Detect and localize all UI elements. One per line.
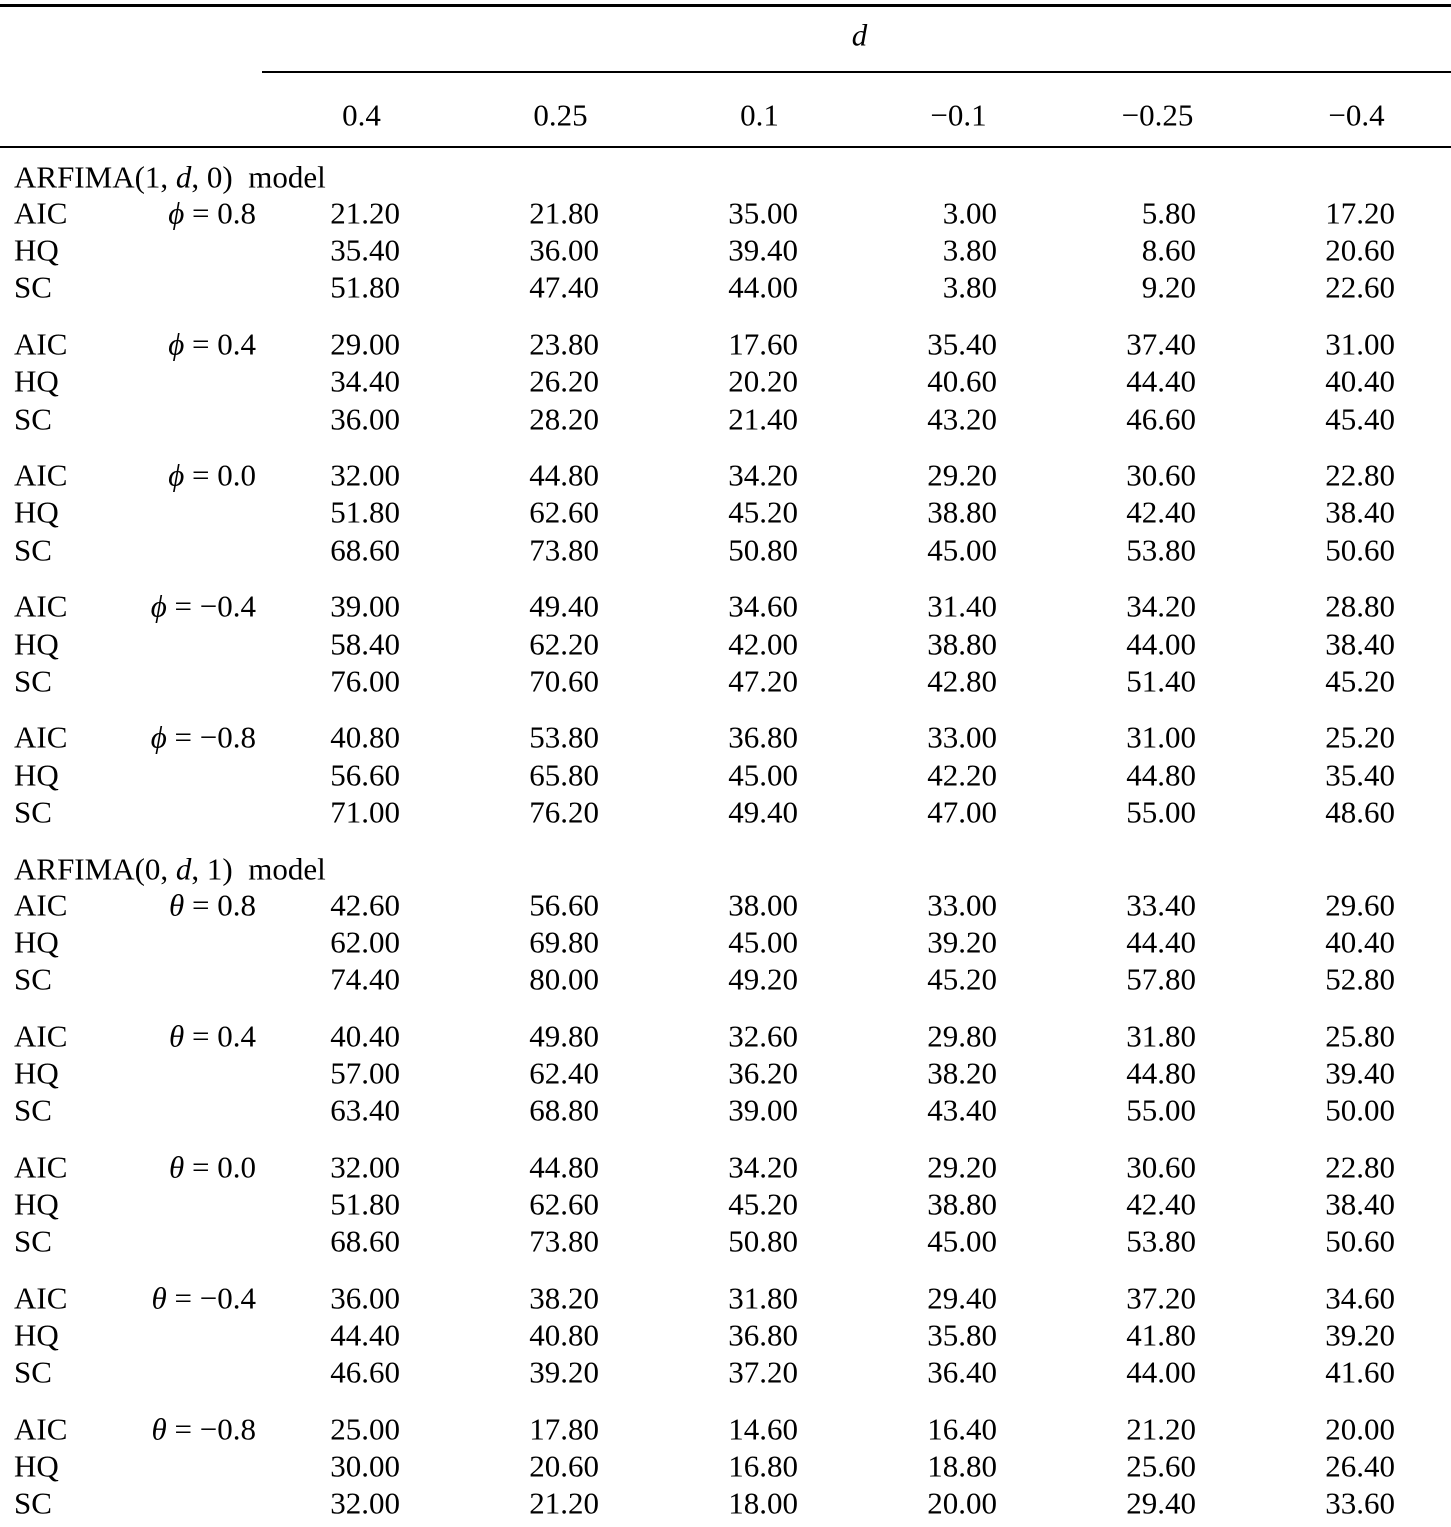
table-cell: 44.80 bbox=[529, 457, 599, 493]
table-cell: 48.60 bbox=[1325, 794, 1395, 830]
table-cell: 34.60 bbox=[1325, 1280, 1395, 1316]
table-cell: 20.00 bbox=[927, 1485, 997, 1521]
criterion-label: HQ bbox=[14, 1448, 59, 1484]
table-cell: 8.60 bbox=[1141, 232, 1196, 268]
param-symbol: ϕ bbox=[168, 326, 185, 362]
table-cell: 44.40 bbox=[1126, 924, 1196, 960]
param-symbol: θ bbox=[151, 1411, 167, 1447]
table-cell: 55.00 bbox=[1126, 794, 1196, 830]
criterion-label: HQ bbox=[14, 757, 59, 793]
table-cell: 50.80 bbox=[728, 532, 798, 568]
table-cell: 45.00 bbox=[927, 1223, 997, 1259]
criterion-label: HQ bbox=[14, 626, 59, 661]
table-cell: 32.60 bbox=[728, 1018, 798, 1054]
table-cell: 65.80 bbox=[529, 757, 599, 793]
param-value: = −0.4 bbox=[166, 588, 256, 624]
table-cell: 23.80 bbox=[529, 326, 599, 362]
criterion-label: AIC bbox=[14, 887, 68, 922]
table-cell: 18.00 bbox=[728, 1485, 798, 1521]
criterion-label: AIC bbox=[14, 1280, 68, 1316]
table-cell: 34.40 bbox=[330, 363, 400, 399]
spanner-label: d bbox=[851, 17, 868, 53]
table-cell: 32.00 bbox=[330, 1149, 400, 1185]
table-cell: 32.00 bbox=[330, 457, 400, 493]
table-cell: 50.60 bbox=[1325, 532, 1395, 568]
table-cell: 22.60 bbox=[1325, 269, 1395, 305]
param-symbol: ϕ bbox=[150, 588, 167, 624]
table-cell: 40.60 bbox=[927, 363, 997, 399]
criterion-label: HQ bbox=[14, 1186, 59, 1222]
table-cell: 44.00 bbox=[1126, 626, 1196, 661]
spanner-rule bbox=[262, 71, 1451, 73]
table-cell: 30.60 bbox=[1126, 1149, 1196, 1185]
table-cell: 25.60 bbox=[1126, 1448, 1196, 1484]
section-title-part: , 1) model bbox=[191, 851, 326, 886]
table-cell: 37.40 bbox=[1126, 326, 1196, 362]
table-cell: 47.40 bbox=[529, 269, 599, 305]
criterion-label: AIC bbox=[14, 195, 68, 231]
table-cell: 45.20 bbox=[728, 494, 798, 530]
table-cell: 44.40 bbox=[330, 1317, 400, 1353]
table-cell: 25.20 bbox=[1325, 719, 1395, 755]
criterion-label: AIC bbox=[14, 1149, 68, 1185]
table-cell: 17.20 bbox=[1325, 195, 1395, 231]
table-cell: 62.60 bbox=[529, 494, 599, 530]
table-cell: 40.80 bbox=[529, 1317, 599, 1353]
table-cell: 62.40 bbox=[529, 1055, 599, 1091]
table-cell: 37.20 bbox=[1126, 1280, 1196, 1316]
table-cell: 34.20 bbox=[1126, 588, 1196, 624]
table-cell: 73.80 bbox=[529, 1223, 599, 1259]
table-cell: 32.00 bbox=[330, 1485, 400, 1521]
table-cell: 34.60 bbox=[728, 588, 798, 624]
table-cell: 58.40 bbox=[330, 626, 400, 661]
table-cell: 42.20 bbox=[927, 757, 997, 793]
table-cell: 3.00 bbox=[942, 195, 997, 231]
table-cell: 43.40 bbox=[927, 1092, 997, 1128]
table-cell: 33.60 bbox=[1325, 1485, 1395, 1521]
table-cell: 20.60 bbox=[529, 1448, 599, 1484]
criterion-label: SC bbox=[14, 1092, 52, 1128]
table-cell: 3.80 bbox=[942, 232, 997, 268]
table-cell: 45.20 bbox=[1325, 663, 1395, 699]
table-cell: 5.80 bbox=[1141, 195, 1196, 231]
param-value: = −0.4 bbox=[166, 1280, 256, 1316]
table-cell: 62.60 bbox=[529, 1186, 599, 1222]
table-cell: 38.40 bbox=[1325, 626, 1395, 661]
table-cell: 31.80 bbox=[728, 1280, 798, 1316]
table-cell: 44.40 bbox=[1126, 363, 1196, 399]
param-value: = 0.4 bbox=[184, 1018, 256, 1054]
column-header: 0.25 bbox=[533, 97, 588, 133]
table-cell: 68.80 bbox=[529, 1092, 599, 1128]
table-cell: 31.80 bbox=[1126, 1018, 1196, 1054]
table-cell: 44.00 bbox=[728, 269, 798, 305]
criterion-label: SC bbox=[14, 1354, 52, 1390]
table-cell: 28.20 bbox=[529, 401, 599, 436]
column-header: 0.1 bbox=[740, 97, 779, 133]
table-cell: 46.60 bbox=[330, 1354, 400, 1390]
table-cell: 40.80 bbox=[330, 719, 400, 755]
table-cell: 29.60 bbox=[1325, 887, 1395, 922]
param-symbol: θ bbox=[169, 1018, 185, 1054]
table-cell: 36.20 bbox=[728, 1055, 798, 1091]
table-cell: 44.80 bbox=[1126, 757, 1196, 793]
param-symbol: ϕ bbox=[150, 719, 167, 755]
table-cell: 42.40 bbox=[1126, 494, 1196, 530]
table-cell: 68.60 bbox=[330, 1223, 400, 1259]
table-cell: 51.80 bbox=[330, 269, 400, 305]
table-cell: 39.40 bbox=[728, 232, 798, 268]
table-cell: 38.80 bbox=[927, 494, 997, 530]
table-cell: 33.00 bbox=[927, 887, 997, 922]
criterion-label: HQ bbox=[14, 924, 59, 960]
table-cell: 56.60 bbox=[529, 887, 599, 922]
table-cell: 47.20 bbox=[728, 663, 798, 699]
table-cell: 36.00 bbox=[330, 401, 400, 436]
table-cell: 38.40 bbox=[1325, 494, 1395, 530]
table-cell: 34.20 bbox=[728, 1149, 798, 1185]
table-cell: 43.20 bbox=[927, 401, 997, 436]
criterion-label: AIC bbox=[14, 588, 68, 624]
table-cell: 47.00 bbox=[927, 794, 997, 830]
table-cell: 42.40 bbox=[1126, 1186, 1196, 1222]
section-title-part: d bbox=[175, 851, 192, 886]
table-cell: 35.80 bbox=[927, 1317, 997, 1353]
table-cell: 29.20 bbox=[927, 457, 997, 493]
header-bottom-rule bbox=[0, 146, 1451, 148]
table-cell: 31.00 bbox=[1325, 326, 1395, 362]
param-value: = 0.0 bbox=[184, 457, 256, 493]
section-title-part: ARFIMA(1, bbox=[14, 159, 176, 195]
table-cell: 68.60 bbox=[330, 532, 400, 568]
table-cell: 37.20 bbox=[728, 1354, 798, 1390]
table-cell: 42.00 bbox=[728, 626, 798, 661]
table-cell: 34.20 bbox=[728, 457, 798, 493]
table-cell: 50.80 bbox=[728, 1223, 798, 1259]
table-cell: 38.80 bbox=[927, 626, 997, 661]
table-cell: 29.20 bbox=[927, 1149, 997, 1185]
section-title bbox=[14, 853, 326, 884]
table-cell: 53.80 bbox=[529, 719, 599, 755]
table-cell: 55.00 bbox=[1126, 1092, 1196, 1128]
table-cell: 25.00 bbox=[330, 1411, 400, 1447]
criterion-label: AIC bbox=[14, 457, 68, 493]
table-cell: 45.00 bbox=[728, 757, 798, 793]
table-cell: 40.40 bbox=[1325, 924, 1395, 960]
top-rule bbox=[0, 4, 1451, 7]
criterion-label: HQ bbox=[14, 1055, 59, 1091]
param-symbol: θ bbox=[169, 1149, 185, 1185]
criterion-label: HQ bbox=[14, 232, 59, 268]
section-title-part: , 0) model bbox=[191, 159, 326, 195]
table-cell: 40.40 bbox=[330, 1018, 400, 1054]
table-cell: 28.80 bbox=[1325, 588, 1395, 624]
criterion-label: SC bbox=[14, 532, 52, 568]
table-cell: 35.40 bbox=[1325, 757, 1395, 793]
table-cell: 38.80 bbox=[927, 1186, 997, 1222]
table-cell: 76.00 bbox=[330, 663, 400, 699]
table-cell: 35.00 bbox=[728, 195, 798, 231]
table-cell: 45.20 bbox=[927, 961, 997, 997]
table-cell: 21.20 bbox=[1126, 1411, 1196, 1447]
table-cell: 70.60 bbox=[529, 663, 599, 699]
table-cell: 73.80 bbox=[529, 532, 599, 568]
table-cell: 51.40 bbox=[1126, 663, 1196, 699]
table-cell: 16.80 bbox=[728, 1448, 798, 1484]
table-cell: 35.40 bbox=[330, 232, 400, 268]
table-cell: 17.80 bbox=[529, 1411, 599, 1447]
criterion-label: SC bbox=[14, 401, 52, 436]
table-cell: 45.40 bbox=[1325, 401, 1395, 436]
table-cell: 21.20 bbox=[330, 195, 400, 231]
table-cell: 25.80 bbox=[1325, 1018, 1395, 1054]
table-cell: 57.80 bbox=[1126, 961, 1196, 997]
table-cell: 69.80 bbox=[529, 924, 599, 960]
table-cell: 3.80 bbox=[942, 269, 997, 305]
table-cell: 57.00 bbox=[330, 1055, 400, 1091]
criterion-label: AIC bbox=[14, 1018, 68, 1054]
table-cell: 51.80 bbox=[330, 1186, 400, 1222]
param-value: = 0.8 bbox=[184, 887, 256, 922]
table-cell: 49.40 bbox=[529, 588, 599, 624]
criterion-label: AIC bbox=[14, 719, 68, 755]
table-cell: 39.20 bbox=[529, 1354, 599, 1390]
table-cell: 63.40 bbox=[330, 1092, 400, 1128]
table-cell: 30.00 bbox=[330, 1448, 400, 1484]
param-value: = −0.8 bbox=[166, 1411, 256, 1447]
table-cell: 21.80 bbox=[529, 195, 599, 231]
table-cell: 21.40 bbox=[728, 401, 798, 436]
table-cell: 18.80 bbox=[927, 1448, 997, 1484]
table-cell: 42.80 bbox=[927, 663, 997, 699]
table-cell: 49.40 bbox=[728, 794, 798, 830]
criterion-label: SC bbox=[14, 961, 52, 997]
table-cell: 20.00 bbox=[1325, 1411, 1395, 1447]
table-cell: 45.00 bbox=[728, 924, 798, 960]
table-cell: 36.80 bbox=[728, 1317, 798, 1353]
table-cell: 38.40 bbox=[1325, 1186, 1395, 1222]
table-cell: 50.00 bbox=[1325, 1092, 1395, 1128]
section-title-part: ARFIMA(0, bbox=[14, 851, 176, 886]
param-symbol: θ bbox=[169, 887, 185, 922]
table-cell: 53.80 bbox=[1126, 532, 1196, 568]
column-header: −0.1 bbox=[930, 97, 987, 133]
table-cell: 33.00 bbox=[927, 719, 997, 755]
table-cell: 16.40 bbox=[927, 1411, 997, 1447]
column-header: −0.25 bbox=[1121, 97, 1194, 133]
table-cell: 26.40 bbox=[1325, 1448, 1395, 1484]
criterion-label: HQ bbox=[14, 494, 59, 530]
param-value: = −0.8 bbox=[166, 719, 256, 755]
table-cell: 41.80 bbox=[1126, 1317, 1196, 1353]
table-cell: 76.20 bbox=[529, 794, 599, 830]
param-value: = 0.8 bbox=[184, 195, 256, 231]
table-cell: 39.00 bbox=[728, 1092, 798, 1128]
criterion-label: SC bbox=[14, 1223, 52, 1259]
table-cell: 9.20 bbox=[1141, 269, 1196, 305]
table-cell: 45.00 bbox=[927, 532, 997, 568]
table-cell: 53.80 bbox=[1126, 1223, 1196, 1259]
table-cell: 44.80 bbox=[529, 1149, 599, 1185]
param-symbol: ϕ bbox=[168, 195, 185, 231]
table-cell: 38.00 bbox=[728, 887, 798, 922]
table-cell: 39.40 bbox=[1325, 1055, 1395, 1091]
table-cell: 62.00 bbox=[330, 924, 400, 960]
table-cell: 74.40 bbox=[330, 961, 400, 997]
table-cell: 71.00 bbox=[330, 794, 400, 830]
param-symbol: ϕ bbox=[168, 457, 185, 493]
criterion-label: HQ bbox=[14, 1317, 59, 1353]
table-cell: 29.00 bbox=[330, 326, 400, 362]
table-cell: 38.20 bbox=[529, 1280, 599, 1316]
table-cell: 39.20 bbox=[1325, 1317, 1395, 1353]
criterion-label: HQ bbox=[14, 363, 59, 399]
table-cell: 50.60 bbox=[1325, 1223, 1395, 1259]
table-cell: 80.00 bbox=[529, 961, 599, 997]
table-cell: 14.60 bbox=[728, 1411, 798, 1447]
table-cell: 22.80 bbox=[1325, 1149, 1395, 1185]
column-header: 0.4 bbox=[342, 97, 381, 133]
table-cell: 39.20 bbox=[927, 924, 997, 960]
table-cell: 30.60 bbox=[1126, 457, 1196, 493]
table-cell: 20.60 bbox=[1325, 232, 1395, 268]
section-title bbox=[14, 159, 326, 195]
table-cell: 26.20 bbox=[529, 363, 599, 399]
table-cell: 35.40 bbox=[927, 326, 997, 362]
table-cell: 38.20 bbox=[927, 1055, 997, 1091]
criterion-label: SC bbox=[14, 269, 52, 305]
table-cell: 33.40 bbox=[1126, 887, 1196, 922]
table-cell: 20.20 bbox=[728, 363, 798, 399]
criterion-label: SC bbox=[14, 794, 52, 830]
table-cell: 62.20 bbox=[529, 626, 599, 661]
table-cell: 40.40 bbox=[1325, 363, 1395, 399]
criterion-label: AIC bbox=[14, 326, 68, 362]
table-cell: 45.20 bbox=[728, 1186, 798, 1222]
table-cell: 29.40 bbox=[1126, 1485, 1196, 1521]
table-cell: 42.60 bbox=[330, 887, 400, 922]
table-cell: 49.20 bbox=[728, 961, 798, 997]
table-cell: 31.00 bbox=[1126, 719, 1196, 755]
criterion-label: SC bbox=[14, 663, 52, 699]
table-cell: 36.80 bbox=[728, 719, 798, 755]
table-cell: 22.80 bbox=[1325, 457, 1395, 493]
criterion-label: AIC bbox=[14, 1411, 68, 1447]
table-cell: 21.20 bbox=[529, 1485, 599, 1521]
table-cell: 39.00 bbox=[330, 588, 400, 624]
param-value: = 0.0 bbox=[184, 1149, 256, 1185]
table-cell: 56.60 bbox=[330, 757, 400, 793]
table-cell: 49.80 bbox=[529, 1018, 599, 1054]
table-cell: 46.60 bbox=[1126, 401, 1196, 436]
table-cell: 29.80 bbox=[927, 1018, 997, 1054]
table-cell: 52.80 bbox=[1325, 961, 1395, 997]
table-cell: 29.40 bbox=[927, 1280, 997, 1316]
table-cell: 41.60 bbox=[1325, 1354, 1395, 1390]
section-title-part: d bbox=[175, 159, 192, 195]
table-cell: 36.40 bbox=[927, 1354, 997, 1390]
criterion-label: SC bbox=[14, 1485, 52, 1521]
table-cell: 44.00 bbox=[1126, 1354, 1196, 1390]
param-symbol: θ bbox=[151, 1280, 167, 1316]
column-spanner-d bbox=[760, 17, 959, 53]
param-value: = 0.4 bbox=[184, 326, 256, 362]
table-cell: 17.60 bbox=[728, 326, 798, 362]
table-cell: 36.00 bbox=[529, 232, 599, 268]
column-header: −0.4 bbox=[1328, 97, 1385, 133]
table-cell: 36.00 bbox=[330, 1280, 400, 1316]
table-cell: 44.80 bbox=[1126, 1055, 1196, 1091]
table-cell: 51.80 bbox=[330, 494, 400, 530]
table-cell: 31.40 bbox=[927, 588, 997, 624]
